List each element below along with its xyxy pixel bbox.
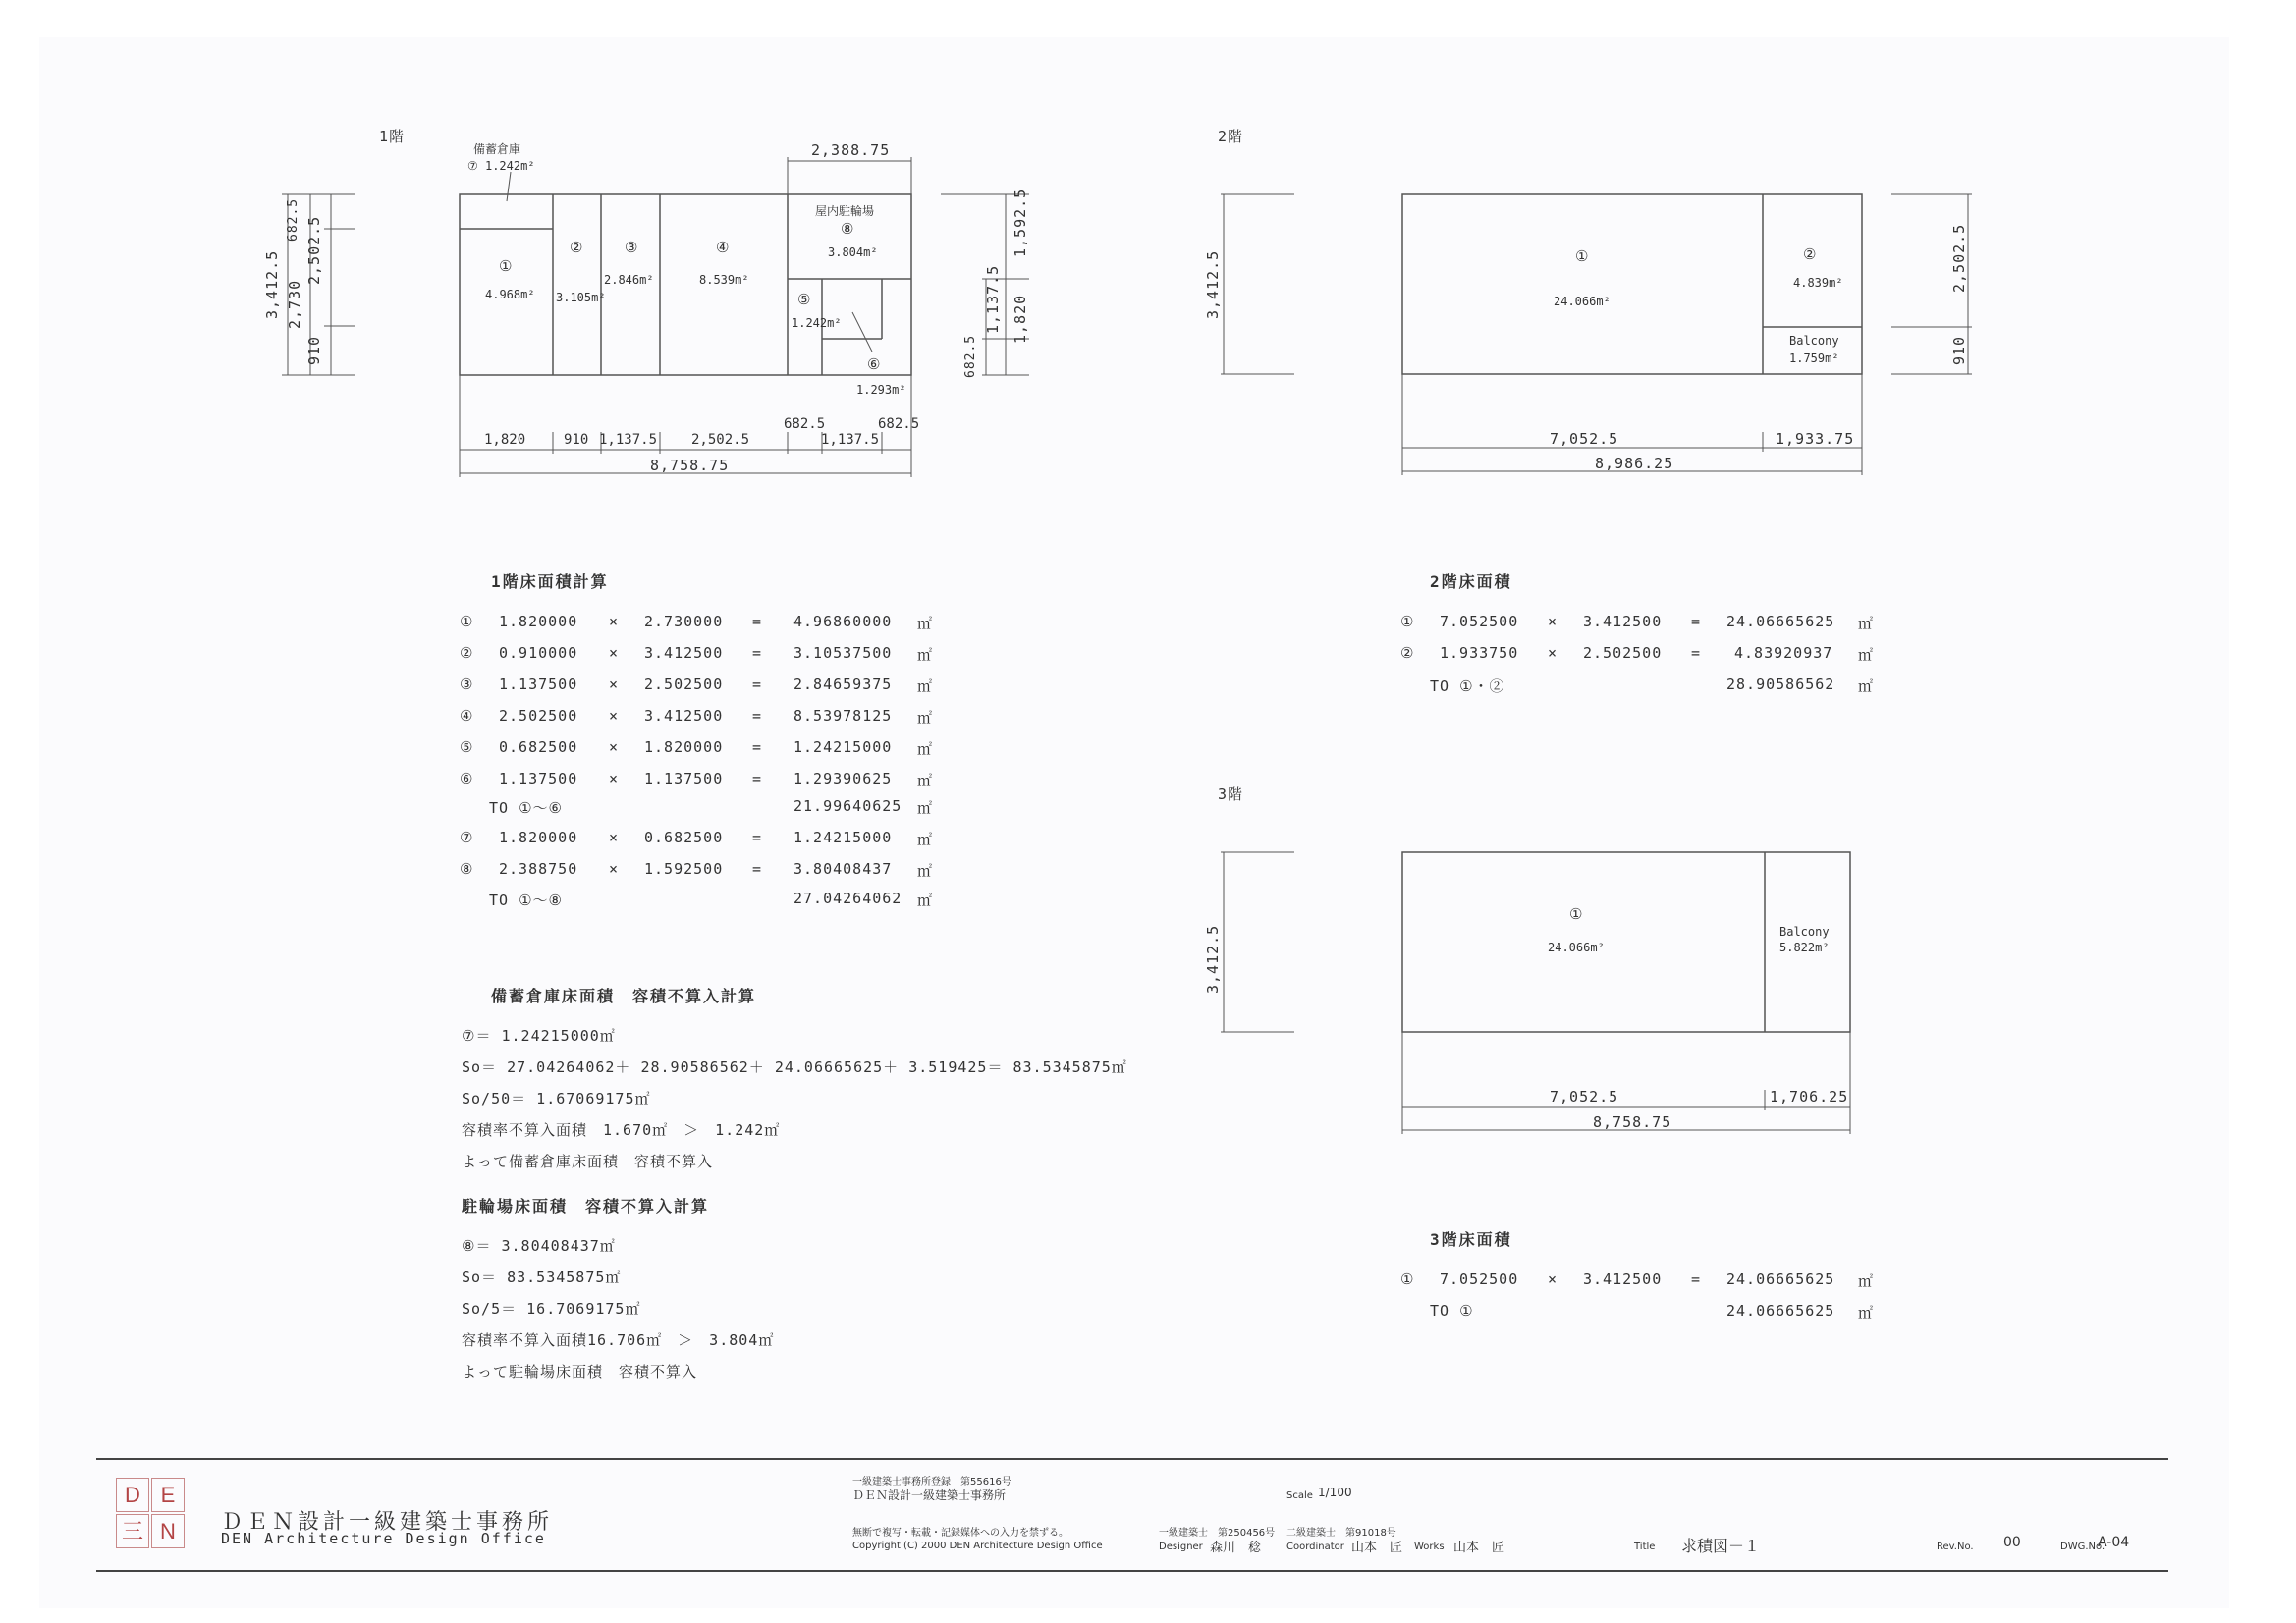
calc-op: × — [609, 676, 620, 693]
f1-room3-no: ③ — [625, 239, 639, 256]
calc-unit: ㎡ — [917, 646, 934, 664]
calc-b: 1.820000 — [644, 738, 724, 756]
calc-eq: = — [752, 770, 763, 787]
office-name-jp: ＤＥＮ設計一級建築士事務所 — [221, 1510, 554, 1535]
calc-unit: ㎡ — [917, 799, 934, 817]
f1-room3-area: 2.846m² — [604, 273, 654, 287]
calc-op: × — [609, 829, 620, 846]
f1-room6-area: 1.293m² — [856, 383, 906, 397]
calc-no: ④ — [460, 707, 474, 725]
calc-a: 1.137500 — [499, 770, 578, 787]
storage-room-area: ⑦ 1.242m² — [467, 159, 535, 173]
calc-no: ⑦ — [460, 829, 474, 846]
f1-dim-right: 1,137.5 — [984, 264, 1002, 334]
calc-op: × — [609, 644, 620, 662]
calc-b: 1.137500 — [644, 770, 724, 787]
f2-dim-right: 2,502.5 — [1950, 223, 1968, 293]
calc-unit: ㎡ — [917, 831, 934, 848]
calc-no: ⑤ — [460, 738, 474, 756]
calc-result: 1.24215000 — [793, 829, 893, 846]
f3-balcony-area: 5.822m² — [1779, 941, 1830, 954]
parking-calc-line: So＝ 83.5345875㎡ — [462, 1269, 622, 1286]
calc-a: 1.820000 — [499, 829, 578, 846]
dwg-label: DWG.No. — [2060, 1542, 2105, 1552]
f1-room5-area: 1.242m² — [792, 316, 842, 330]
calc-result: 28.90586562 — [1726, 676, 1835, 693]
f2-room2-no: ② — [1803, 245, 1818, 263]
f3-dim-bottom: 7,052.5 — [1550, 1088, 1619, 1106]
calc-no: ② — [1400, 644, 1415, 662]
calc-b: 3.412500 — [644, 707, 724, 725]
designer-label: Designer — [1159, 1542, 1203, 1552]
parking-calc-line: ⑧＝ 3.80408437㎡ — [462, 1237, 616, 1255]
works-name: 山本 匠 — [1453, 1541, 1505, 1555]
calc-no: ⑥ — [460, 770, 474, 787]
coordinator-label: Coordinator — [1286, 1542, 1344, 1552]
f1-dim-left: 3,412.5 — [263, 249, 281, 319]
rev-label: Rev.No. — [1937, 1542, 1974, 1552]
calc-unit: ㎡ — [917, 772, 934, 789]
calc-no: ② — [460, 644, 474, 662]
office-logo — [116, 1478, 187, 1550]
f2-room2-area: 4.839m² — [1793, 276, 1843, 290]
calc-no: TO ①～⑥ — [489, 799, 563, 817]
floor3-label: 3階 — [1218, 785, 1244, 803]
calc-unit: ㎡ — [1858, 1304, 1875, 1322]
f1-dim-bottom: 1,137.5 — [599, 432, 658, 448]
parking-calc-line: So/5＝ 16.7069175㎡ — [462, 1300, 641, 1318]
logo-cell: E — [151, 1478, 185, 1512]
parking-room-label: 屋内駐輪場 — [815, 204, 875, 218]
storage-calc-line: よって備蓄倉庫床面積 容積不算入 — [462, 1153, 714, 1170]
calc-no: TO ①～⑧ — [489, 892, 563, 909]
calc-no: ① — [1400, 1271, 1415, 1288]
calc-unit: ㎡ — [917, 677, 934, 695]
calc-unit: ㎡ — [1858, 615, 1875, 632]
f3-dim-bottom: 1,706.25 — [1770, 1088, 1849, 1106]
works-label: Works — [1414, 1542, 1445, 1552]
calc-eq: = — [1691, 644, 1702, 662]
calc-eq: = — [752, 676, 763, 693]
calc-unit: ㎡ — [1858, 1272, 1875, 1290]
calc-op: × — [609, 860, 620, 878]
title-label: Title — [1634, 1542, 1656, 1552]
calc-result: 3.80408437 — [793, 860, 893, 878]
registration-number: 一級建築士事務所登録 第55616号 — [852, 1477, 1011, 1488]
calc-eq: = — [1691, 613, 1702, 630]
copyright-en: Copyright (C) 2000 DEN Architecture Design Office — [852, 1541, 1103, 1551]
storage-calc-line: ⑦＝ 1.24215000㎡ — [462, 1027, 616, 1045]
office-name-en: DEN Architecture Design Office — [221, 1530, 546, 1547]
f1-dim-bottom: 1,820 — [484, 432, 526, 448]
calc-no: TO ① — [1430, 1302, 1474, 1320]
f2-dim-right: 910 — [1950, 335, 1968, 365]
calc-b: 3.412500 — [1583, 1271, 1663, 1288]
calc-b: 0.682500 — [644, 829, 724, 846]
calc-unit: ㎡ — [1858, 677, 1875, 695]
f1-dim-right: 682.5 — [963, 334, 978, 378]
calc-eq: = — [752, 644, 763, 662]
logo-cell: D — [116, 1478, 149, 1512]
calc-result: 27.04264062 — [793, 890, 902, 907]
calc-no: ⑧ — [460, 860, 474, 878]
f1-room2-no: ② — [570, 239, 584, 256]
parking-calc-line: 容積率不算入面積16.706㎡ ＞ 3.804㎡ — [462, 1331, 775, 1349]
office-name-small: ＤＥＮ設計一級建築士事務所 — [852, 1488, 1007, 1502]
f1-dim-top: 2,388.75 — [811, 141, 891, 159]
calc-result: 3.10537500 — [793, 644, 893, 662]
calc-op: × — [609, 738, 620, 756]
f3-room1-area: 24.066m² — [1548, 941, 1605, 954]
f1-dim-bottom: 1,137.5 — [821, 432, 880, 448]
f1-room1-no: ① — [499, 257, 514, 275]
calc-a: 0.910000 — [499, 644, 578, 662]
f1-dim-left: 910 — [305, 335, 323, 365]
calc-result: 24.06665625 — [1726, 1271, 1835, 1288]
calc-result: 21.99640625 — [793, 797, 902, 815]
calc-a: 2.502500 — [499, 707, 578, 725]
dwg-value: A-04 — [2098, 1535, 2130, 1550]
calc-no: TO ①・② — [1430, 677, 1505, 695]
f1-dim-left: 682.5 — [286, 197, 301, 242]
calc-a: 2.388750 — [499, 860, 578, 878]
rev-value: 00 — [2003, 1535, 2021, 1550]
f1-dim-total: 8,758.75 — [650, 457, 730, 474]
f1-dim-bottom: 910 — [564, 432, 589, 448]
calc-op: × — [1548, 1271, 1558, 1288]
calc-op: × — [1548, 613, 1558, 630]
f2-balcony-label: Balcony — [1789, 334, 1839, 348]
calc-unit: ㎡ — [917, 892, 934, 909]
calc-a: 0.682500 — [499, 738, 578, 756]
parking-calc-title: 駐輪場床面積 容積不算入計算 — [462, 1197, 710, 1216]
storage-calc-line: So/50＝ 1.67069175㎡ — [462, 1090, 651, 1108]
calc-eq: = — [1691, 1271, 1702, 1288]
parking-calc-line: よって駐輪場床面積 容積不算入 — [462, 1363, 698, 1380]
calc-result: 1.24215000 — [793, 738, 893, 756]
f1-room5-no: ⑤ — [797, 291, 812, 308]
f3-room1-no: ① — [1569, 905, 1584, 923]
f2-dim-total: 8,986.25 — [1595, 455, 1674, 472]
calc-result: 8.53978125 — [793, 707, 893, 725]
f3-dim-left: 3,412.5 — [1204, 924, 1222, 994]
f2-room1-area: 24.066m² — [1554, 295, 1611, 308]
drawing-title: 求積図－１ — [1681, 1537, 1761, 1555]
calc-no: ① — [460, 613, 474, 630]
storage-room-label: 備蓄倉庫 — [473, 142, 521, 156]
calc-b: 2.730000 — [644, 613, 724, 630]
calc-result: 4.96860000 — [793, 613, 893, 630]
scale-label: Scale — [1286, 1490, 1313, 1501]
floor2-label: 2階 — [1218, 128, 1244, 145]
calc-eq: = — [752, 613, 763, 630]
calc-no: ① — [1400, 613, 1415, 630]
scale-value: 1/100 — [1318, 1486, 1352, 1499]
f3-dim-total: 8,758.75 — [1593, 1113, 1672, 1131]
f1-dim-bottom: 2,502.5 — [691, 432, 750, 448]
calc-b: 3.412500 — [1583, 613, 1663, 630]
storage-calc-title: 備蓄倉庫床面積 容積不算入計算 — [491, 987, 757, 1005]
calc-no: ③ — [460, 676, 474, 693]
calc-result: 24.06665625 — [1726, 613, 1835, 630]
f1-room6-no: ⑥ — [867, 355, 882, 373]
calc-result: 1.29390625 — [793, 770, 893, 787]
f1-dim-bottom: 682.5 — [878, 416, 920, 432]
f1-room4-no: ④ — [716, 239, 731, 256]
f2-dim-bottom: 7,052.5 — [1550, 430, 1619, 448]
calc-unit: ㎡ — [1858, 646, 1875, 664]
calc-a: 1.137500 — [499, 676, 578, 693]
calc-eq: = — [752, 829, 763, 846]
f2-room1-no: ① — [1575, 247, 1590, 265]
storage-calc-line: 容積率不算入面積 1.670㎡ ＞ 1.242㎡ — [462, 1121, 781, 1139]
calc-b: 1.592500 — [644, 860, 724, 878]
calc-eq: = — [752, 738, 763, 756]
calc-eq: = — [752, 860, 763, 878]
calc-result: 4.83920937 — [1734, 644, 1833, 662]
f1-dim-left: 2,502.5 — [305, 215, 323, 285]
f2-dim-bottom: 1,933.75 — [1776, 430, 1855, 448]
calc-a: 1.820000 — [499, 613, 578, 630]
logo-cell: N — [151, 1514, 185, 1548]
calc-result: 24.06665625 — [1726, 1302, 1835, 1320]
f1-dim-right: 1,592.5 — [1011, 188, 1029, 257]
f1-dim-bottom: 682.5 — [784, 416, 826, 432]
storage-calc-line: So＝ 27.04264062＋ 28.90586562＋ 24.06665625＋ 3.519425＝ 83.5345875㎡ — [462, 1058, 1127, 1076]
calc-op: × — [609, 770, 620, 787]
f1-room1-area: 4.968m² — [485, 288, 535, 301]
f2-dim-left: 3,412.5 — [1204, 249, 1222, 319]
calc-unit: ㎡ — [917, 862, 934, 880]
copyright-jp: 無断で複写・転載・記録媒体への入力を禁ずる。 — [852, 1528, 1068, 1539]
f1-room8-area: 3.804m² — [828, 245, 878, 259]
f1-dim-left: 2,730 — [286, 279, 303, 329]
architect-license-2: 二級建築士 第91018号 — [1286, 1528, 1396, 1539]
calc-b: 2.502500 — [1583, 644, 1663, 662]
floor1-label: 1階 — [379, 128, 406, 145]
calc-op: × — [609, 613, 620, 630]
coordinator-name: 山本 匠 — [1351, 1541, 1403, 1555]
architect-license-1: 一級建築士 第250456号 — [1159, 1528, 1276, 1539]
calc-unit: ㎡ — [917, 740, 934, 758]
calc-b: 2.502500 — [644, 676, 724, 693]
calc-result: 2.84659375 — [793, 676, 893, 693]
calc-unit: ㎡ — [917, 709, 934, 727]
calc-a: 7.052500 — [1440, 1271, 1519, 1288]
calc-unit: ㎡ — [917, 615, 934, 632]
designer-name: 森川 稔 — [1210, 1541, 1262, 1555]
calc-a: 1.933750 — [1440, 644, 1519, 662]
calc-b: 3.412500 — [644, 644, 724, 662]
calc-eq: = — [752, 707, 763, 725]
calc-op: × — [1548, 644, 1558, 662]
logo-cell: 三 — [116, 1514, 149, 1548]
f1-room2-area: 3.105m² — [556, 291, 606, 304]
calc-op: × — [609, 707, 620, 725]
f1-dim-right: 1,820 — [1011, 294, 1029, 344]
f1-room8-no: ⑧ — [841, 220, 855, 238]
f2-balcony-area: 1.759m² — [1789, 352, 1839, 365]
calc2-title: 2階床面積 — [1430, 572, 1512, 591]
calc3-title: 3階床面積 — [1430, 1230, 1512, 1249]
calc-a: 7.052500 — [1440, 613, 1519, 630]
f1-room4-area: 8.539m² — [699, 273, 749, 287]
f3-balcony-label: Balcony — [1779, 925, 1830, 939]
calc1-title: 1階床面積計算 — [491, 572, 609, 591]
